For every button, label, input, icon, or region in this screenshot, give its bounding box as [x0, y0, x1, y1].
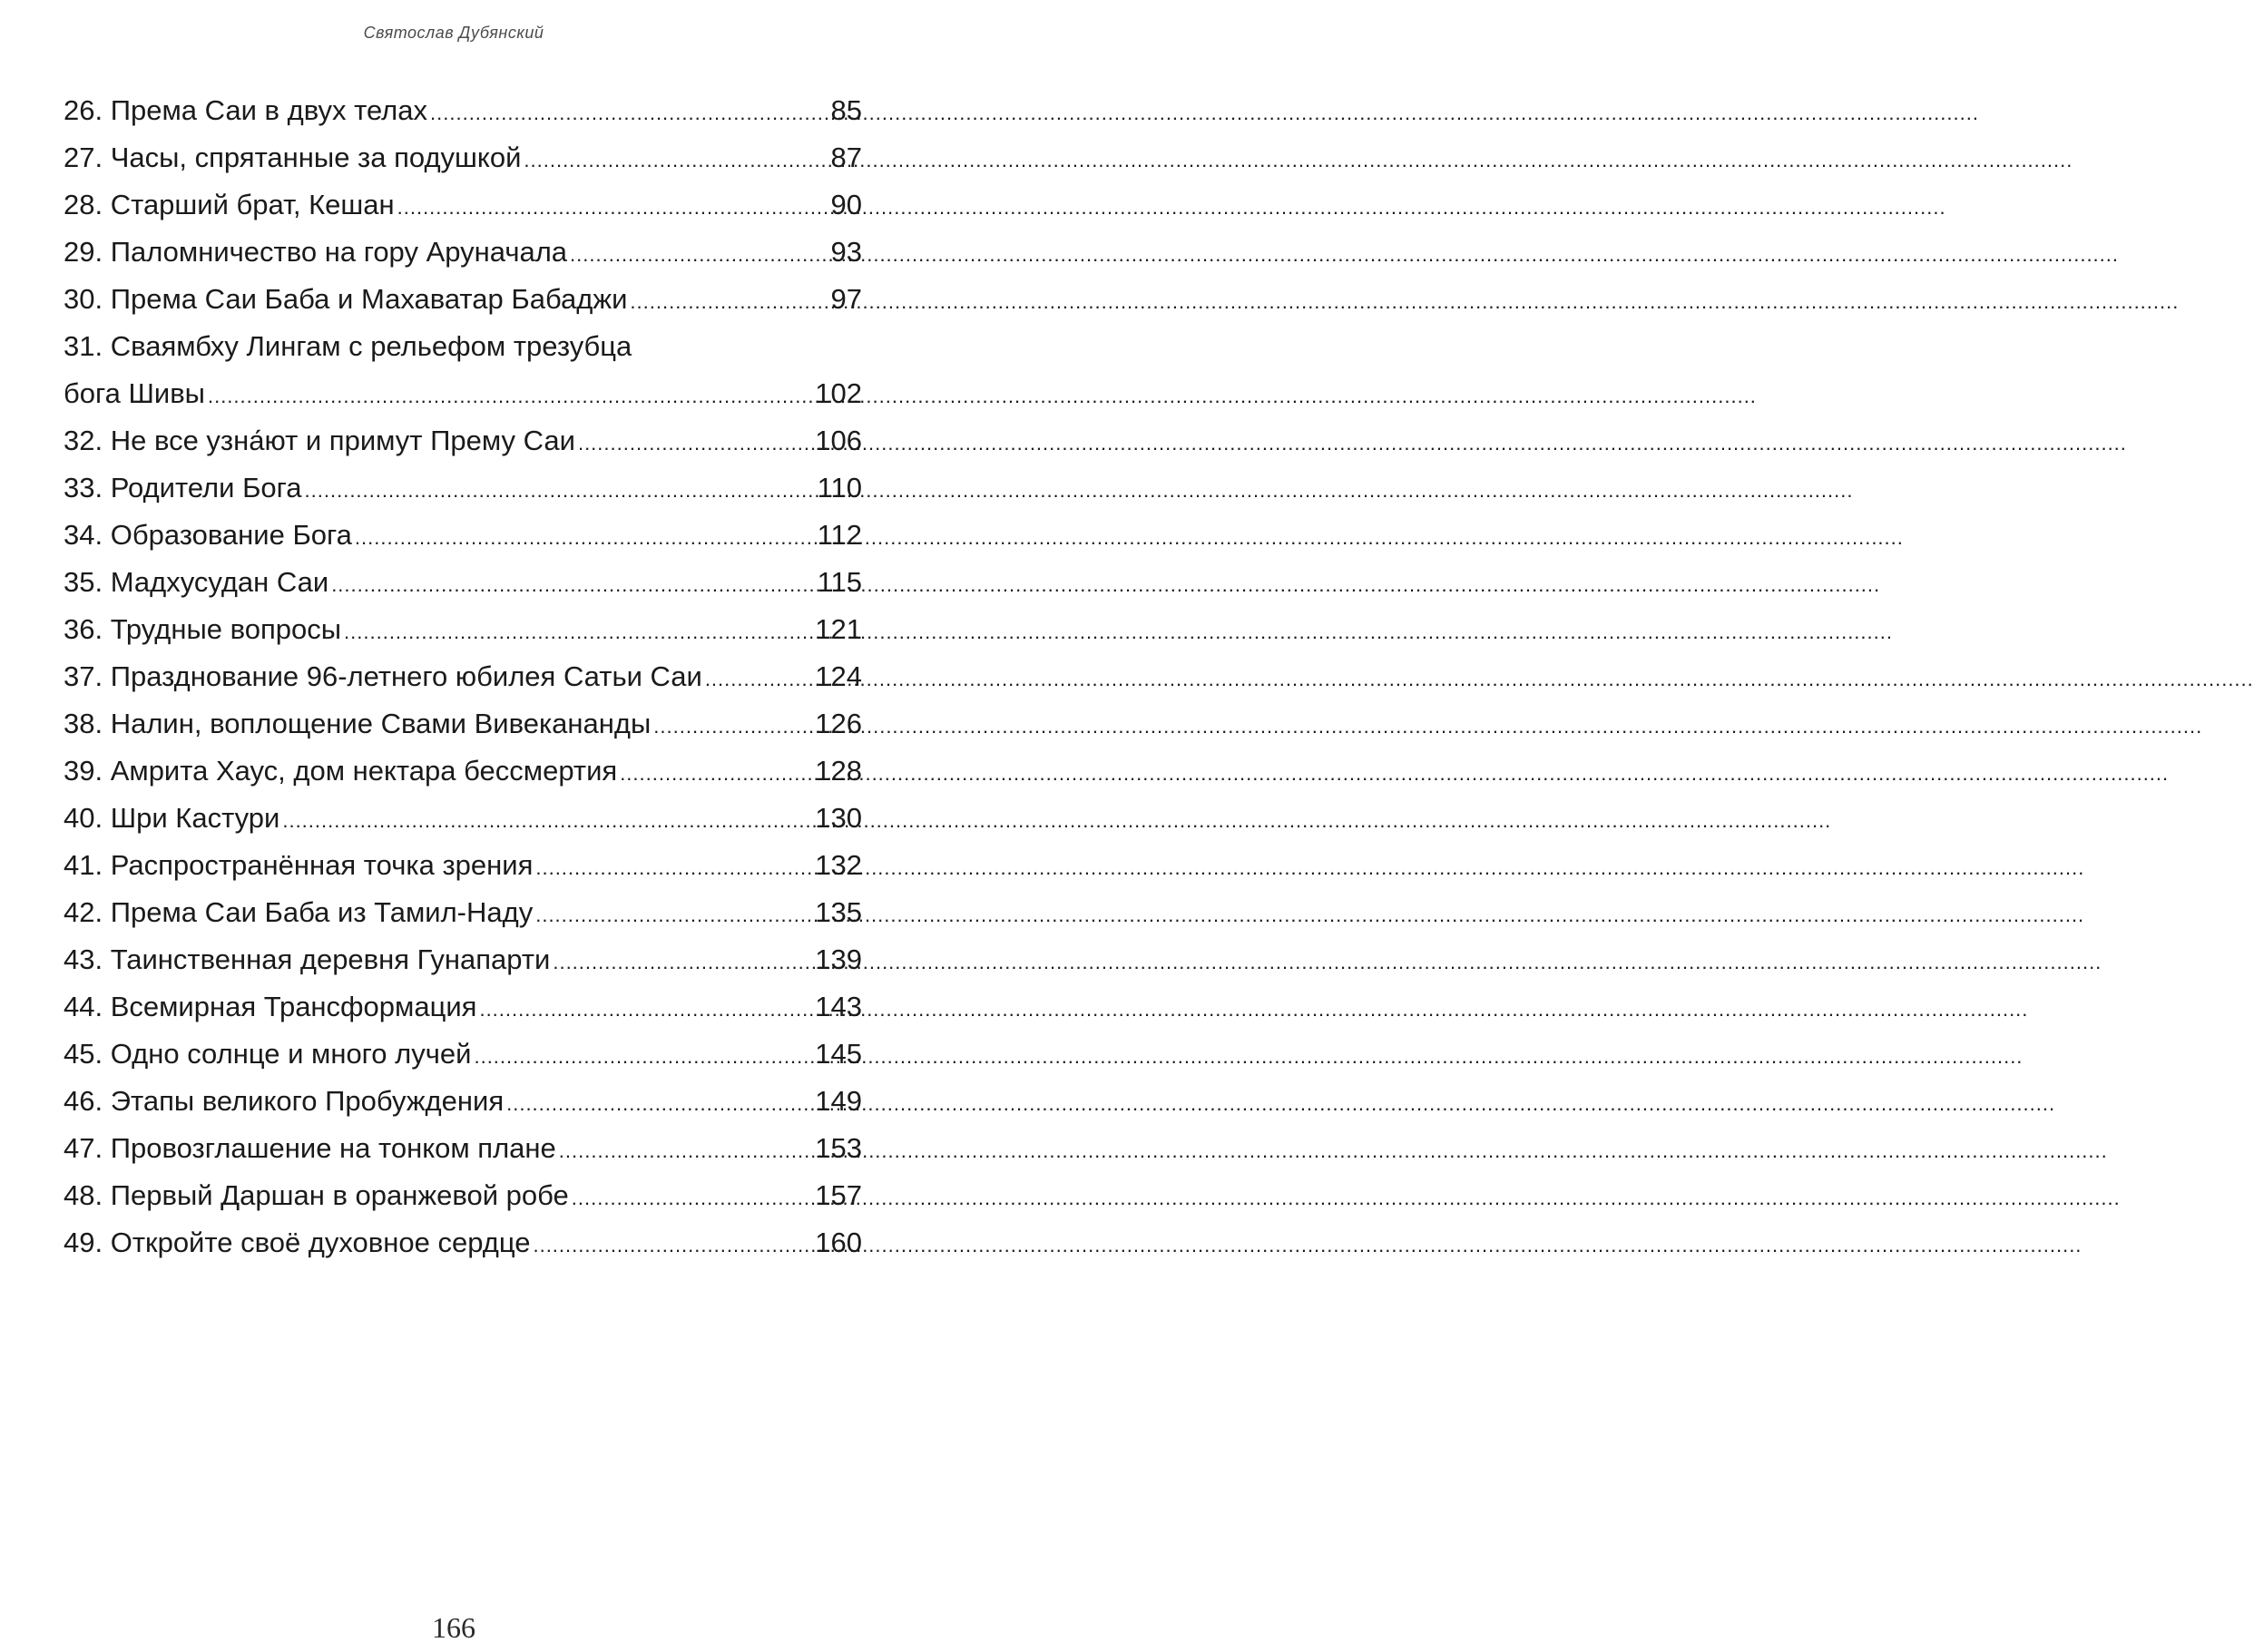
toc-entry-page: 97	[830, 283, 862, 315]
toc-entry[interactable]	[64, 181, 862, 229]
dot-leader	[559, 1125, 812, 1175]
toc-entry[interactable]	[64, 889, 862, 936]
table-of-contents	[64, 87, 862, 1266]
toc-entry[interactable]	[64, 936, 862, 983]
toc-entry-page: 135	[815, 896, 862, 928]
toc-entry[interactable]	[64, 417, 862, 464]
toc-entry[interactable]	[64, 1219, 862, 1266]
toc-entry[interactable]	[64, 464, 862, 512]
toc-entry[interactable]	[64, 370, 862, 417]
toc-entry-page: 128	[815, 755, 862, 787]
toc-entry-title: 44. Всемирная Трансформация	[64, 991, 477, 1022]
toc-entry-page: 112	[817, 519, 862, 551]
toc-entry-title: 38. Налин, воплощение Свами Вивекананды	[64, 708, 652, 739]
toc-entry-page: 102	[815, 377, 862, 409]
dot-leader	[479, 983, 812, 1033]
dot-leader	[535, 842, 812, 892]
toc-entry-title-line1: 31. Сваямбху Лингам с рельефом трезубца	[64, 330, 632, 362]
dot-leader	[578, 417, 812, 467]
dot-leader	[208, 370, 812, 420]
toc-entry[interactable]	[64, 700, 862, 748]
dot-leader	[570, 229, 828, 279]
toc-entry[interactable]	[64, 1078, 862, 1125]
toc-entry-page: 130	[815, 802, 862, 834]
toc-entry-page: 157	[815, 1179, 862, 1211]
toc-entry[interactable]	[64, 748, 862, 795]
toc-entry[interactable]	[64, 559, 862, 606]
toc-entry-page: 121	[815, 613, 862, 645]
dot-leader	[397, 181, 828, 231]
toc-entry-title: 29. Паломничество на гору Аруначала	[64, 236, 568, 268]
dot-leader	[355, 512, 815, 562]
toc-entry-page: 145	[815, 1038, 862, 1070]
toc-entry-title: 34. Образование Бога	[64, 519, 352, 551]
toc-entry-title: 37. Празднование 96-летнего юбилея Сатьи Саи	[64, 660, 702, 692]
toc-entry-title: 46. Этапы великого Пробуждения	[64, 1085, 505, 1117]
toc-entry[interactable]	[64, 842, 862, 889]
dot-leader	[705, 653, 812, 703]
toc-entry-title: 40. Шри Кастури	[64, 802, 280, 834]
toc-entry-page: 90	[830, 189, 862, 220]
toc-entry-page: 93	[830, 236, 862, 268]
dot-leader	[553, 936, 812, 986]
dot-leader	[653, 700, 812, 750]
toc-entry-title: 30. Према Саи Баба и Махаватар Бабаджи	[64, 283, 628, 315]
toc-entry[interactable]	[64, 512, 862, 559]
dot-leader	[630, 276, 828, 326]
toc-entry-title: бога Шивы	[64, 377, 205, 409]
toc-entry-title: 32. Не все узна́ют и примут Прему Саи	[64, 425, 575, 456]
dot-leader	[430, 87, 828, 137]
toc-entry-title: 33. Родители Бога	[64, 472, 302, 503]
toc-entry-page: 149	[815, 1085, 862, 1117]
toc-entry[interactable]	[64, 983, 862, 1031]
toc-entry-title: 49. Откройте своё духовное сердце	[64, 1227, 531, 1258]
toc-entry-page: 110	[817, 472, 862, 503]
toc-entry-title: 42. Према Саи Баба из Тамил-Наду	[64, 896, 534, 928]
toc-entry-page: 160	[815, 1227, 862, 1258]
toc-entry-page: 85	[830, 94, 862, 126]
toc-entry-page: 143	[815, 991, 862, 1022]
toc-entry[interactable]	[64, 1031, 862, 1078]
dot-leader	[535, 889, 812, 939]
dot-leader	[533, 1219, 812, 1269]
toc-entry-page: 124	[815, 660, 862, 692]
toc-entry[interactable]	[64, 134, 862, 181]
dot-leader	[474, 1031, 812, 1080]
toc-entry[interactable]	[64, 229, 862, 276]
toc-entry-page: 106	[815, 425, 862, 456]
dot-leader	[524, 134, 828, 184]
toc-entry-title: 39. Амрита Хаус, дом нектара бессмертия	[64, 755, 618, 787]
toc-entry-first-line[interactable]	[64, 323, 862, 370]
toc-entry-page: 115	[817, 566, 862, 598]
dot-leader	[506, 1078, 812, 1128]
toc-entry[interactable]	[64, 1172, 862, 1219]
toc-entry-page: 139	[815, 943, 862, 975]
toc-entry-title: 43. Таинственная деревня Гунапарти	[64, 943, 551, 975]
toc-entry-page: 126	[815, 708, 862, 739]
running-header: Святослав Дубянский	[363, 24, 544, 42]
toc-entry-page: 87	[830, 142, 862, 173]
dot-leader	[572, 1172, 812, 1222]
toc-entry-title: 27. Часы, спрятанные за подушкой	[64, 142, 522, 173]
toc-entry-page: 132	[815, 849, 862, 881]
toc-entry-title: 48. Первый Даршан в оранжевой робе	[64, 1179, 569, 1211]
toc-entry[interactable]	[64, 87, 862, 134]
toc-entry[interactable]	[64, 795, 862, 842]
dot-leader	[331, 559, 814, 609]
dot-leader	[282, 795, 812, 845]
toc-entry-title: 45. Одно солнце и много лучей	[64, 1038, 472, 1070]
toc-entry-title: 36. Трудные вопросы	[64, 613, 342, 645]
toc-entry-page: 153	[815, 1132, 862, 1164]
toc-entry[interactable]	[64, 276, 862, 323]
toc-entry[interactable]	[64, 653, 862, 700]
toc-entry-title: 35. Мадхусудан Саи	[64, 566, 329, 598]
toc-entry-title: 26. Према Саи в двух телах	[64, 94, 428, 126]
dot-leader	[305, 464, 815, 514]
toc-entry-title: 41. Распространённая точка зрения	[64, 849, 534, 881]
toc-entry[interactable]	[64, 1125, 862, 1172]
toc-entry-title: 47. Провозглашение на тонком плане	[64, 1132, 556, 1164]
dot-leader	[620, 748, 812, 797]
dot-leader	[344, 606, 812, 656]
toc-entry[interactable]	[64, 606, 862, 653]
toc-entry-title: 28. Старший брат, Кешан	[64, 189, 395, 220]
page-number: 166	[432, 1611, 475, 1644]
